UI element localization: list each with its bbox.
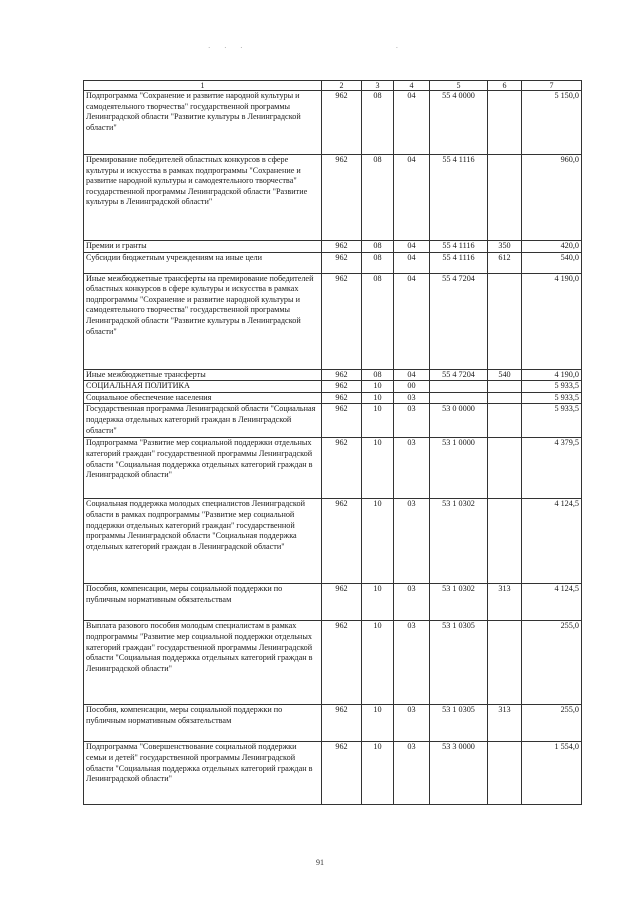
row-sum: 255,0 [522,705,582,742]
row-sum: 1 554,0 [522,742,582,805]
row-pr: 04 [394,91,430,155]
row-rz: 10 [362,499,394,584]
row-csr: 55 4 0000 [430,91,488,155]
table-row [84,404,582,438]
row-vr [488,742,522,805]
column-header: 5 [430,81,488,91]
column-header: 4 [394,81,430,91]
page-number: 91 [316,858,324,867]
row-name: Социальная поддержка молодых специалистов Ленинградской области в рамках подпрограммы "Развитие мер социальной поддержки отдельных категорий граждан" государственной программы Ленинградской области "Социальная поддержка отдельных категорий граждан в Ленинградской области" [84,499,322,584]
row-pr: 03 [394,705,430,742]
table-row [84,369,582,381]
row-csr: 53 1 0305 [430,705,488,742]
row-csr: 55 4 7204 [430,273,488,369]
row-name: Премирование победителей областных конкурсов в сфере культуры и искусства в рамках подпрограммы "Сохранение и развитие народной культуры и самодеятельного творчества" государственной программы Ленинградской области "Развитие культуры в Ленинградской области" [84,155,322,241]
row-vr [488,404,522,438]
row-rz: 10 [362,404,394,438]
row-sum: 540,0 [522,252,582,273]
row-vr [488,155,522,241]
row-rz: 08 [362,155,394,241]
row-gr: 962 [322,742,362,805]
row-gr: 962 [322,91,362,155]
table-row [84,584,582,621]
table-row [84,621,582,705]
row-gr: 962 [322,705,362,742]
row-sum: 420,0 [522,241,582,253]
row-rz: 10 [362,621,394,705]
row-name: Субсидии бюджетным учреждениям на иные цели [84,252,322,273]
column-header: 2 [322,81,362,91]
row-pr: 04 [394,155,430,241]
table-row [84,392,582,404]
row-csr [430,392,488,404]
row-sum: 5 150,0 [522,91,582,155]
row-gr: 962 [322,438,362,499]
row-pr: 03 [394,404,430,438]
row-name: Подпрограмма "Совершенствование социальной поддержки семьи и детей" государственной программы Ленинградской области "Социальная поддержка отдельных категорий граждан в Ленинградской области" [84,742,322,805]
table-row [84,705,582,742]
row-csr: 55 4 1116 [430,241,488,253]
table-row [84,742,582,805]
row-name: СОЦИАЛЬНАЯ ПОЛИТИКА [84,381,322,393]
row-pr: 03 [394,438,430,499]
row-pr: 04 [394,241,430,253]
row-csr: 53 1 0000 [430,438,488,499]
row-sum: 4 124,5 [522,584,582,621]
row-csr: 55 4 1116 [430,252,488,273]
table-row [84,155,582,241]
row-vr [488,392,522,404]
row-rz: 08 [362,369,394,381]
row-rz: 08 [362,273,394,369]
column-header: 1 [84,81,322,91]
row-gr: 962 [322,155,362,241]
row-vr [488,273,522,369]
row-csr: 55 4 7204 [430,369,488,381]
row-gr: 962 [322,392,362,404]
row-pr: 03 [394,621,430,705]
row-sum: 255,0 [522,621,582,705]
row-pr: 03 [394,392,430,404]
row-sum: 5 933,5 [522,381,582,393]
row-gr: 962 [322,241,362,253]
row-csr: 53 1 0305 [430,621,488,705]
table-row [84,499,582,584]
row-rz: 08 [362,91,394,155]
row-name: Пособия, компенсации, меры социальной поддержки по публичным нормативным обязательствам [84,705,322,742]
row-gr: 962 [322,404,362,438]
row-csr: 53 3 0000 [430,742,488,805]
row-vr: 313 [488,584,522,621]
row-vr [488,621,522,705]
row-name: Премии и гранты [84,241,322,253]
row-csr: 53 0 0000 [430,404,488,438]
row-gr: 962 [322,381,362,393]
table-header-row [84,81,582,91]
row-name: Подпрограмма "Развитие мер социальной поддержки отдельных категорий граждан" государственной программы Ленинградской области "Социальная поддержка отдельных категорий граждан в Ленинградской области" [84,438,322,499]
row-rz: 10 [362,705,394,742]
row-pr: 03 [394,499,430,584]
row-pr: 03 [394,742,430,805]
row-sum: 4 190,0 [522,273,582,369]
table-row [84,273,582,369]
row-rz: 10 [362,742,394,805]
row-sum: 4 190,0 [522,369,582,381]
row-pr: 00 [394,381,430,393]
row-sum: 960,0 [522,155,582,241]
row-sum: 5 933,5 [522,404,582,438]
row-csr: 53 1 0302 [430,499,488,584]
row-pr: 04 [394,252,430,273]
row-gr: 962 [322,499,362,584]
row-gr: 962 [322,369,362,381]
row-vr: 540 [488,369,522,381]
scan-artifact-marks: · · · · [208,44,405,52]
row-gr: 962 [322,273,362,369]
row-vr [488,381,522,393]
row-pr: 04 [394,369,430,381]
row-rz: 10 [362,392,394,404]
row-vr: 612 [488,252,522,273]
row-vr [488,91,522,155]
row-name: Выплата разового пособия молодым специалистам в рамках подпрограммы "Развитие мер социальной поддержки отдельных категорий граждан" государственной программы Ленинградской области "Социальная поддержка отдельных категорий граждан в Ленинградской области" [84,621,322,705]
row-sum: 5 933,5 [522,392,582,404]
budget-table [83,80,582,805]
row-name: Иные межбюджетные трансферты [84,369,322,381]
column-header: 6 [488,81,522,91]
row-rz: 08 [362,252,394,273]
row-csr [430,381,488,393]
column-header: 7 [522,81,582,91]
table-row [84,91,582,155]
row-csr: 53 1 0302 [430,584,488,621]
row-name: Государственная программа Ленинградской области "Социальная поддержка отдельных категорий граждан в Ленинградской области" [84,404,322,438]
row-vr [488,438,522,499]
row-sum: 4 124,5 [522,499,582,584]
row-rz: 08 [362,241,394,253]
table-row [84,241,582,253]
column-header: 3 [362,81,394,91]
table-row [84,252,582,273]
row-gr: 962 [322,252,362,273]
row-rz: 10 [362,438,394,499]
row-name: Подпрограмма "Сохранение и развитие народной культуры и самодеятельного творчества" государственной программы Ленинградской области "Развитие культуры в Ленинградской области" [84,91,322,155]
row-name: Иные межбюджетные трансферты на премирование победителей областных конкурсов в сфере культуры и искусства в рамках подпрограммы "Сохранение и развитие народной культуры и самодеятельного творчества" государственной программы Ленинградской области "Развитие культуры в Ленинградской области" [84,273,322,369]
row-csr: 55 4 1116 [430,155,488,241]
row-name: Пособия, компенсации, меры социальной поддержки по публичным нормативным обязательствам [84,584,322,621]
row-pr: 04 [394,273,430,369]
table-row [84,381,582,393]
row-vr [488,499,522,584]
row-gr: 962 [322,584,362,621]
row-vr: 350 [488,241,522,253]
row-vr: 313 [488,705,522,742]
row-rz: 10 [362,381,394,393]
row-pr: 03 [394,584,430,621]
row-gr: 962 [322,621,362,705]
table-row [84,438,582,499]
row-sum: 4 379,5 [522,438,582,499]
row-rz: 10 [362,584,394,621]
row-name: Социальное обеспечение населения [84,392,322,404]
